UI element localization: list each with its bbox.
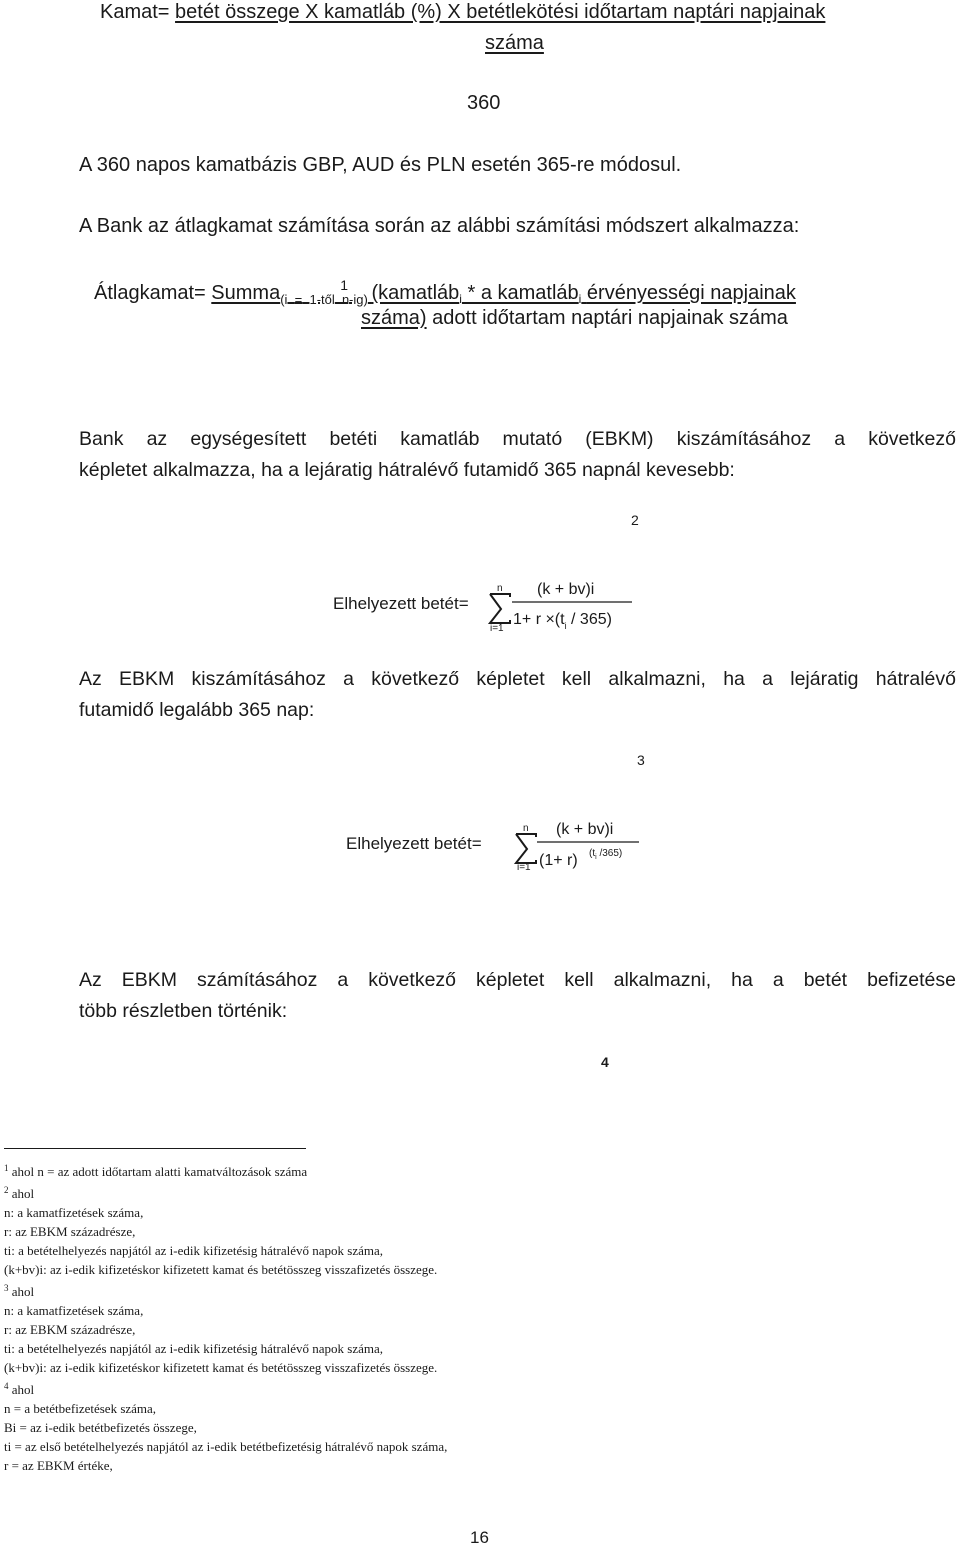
kamat-numerator-line2: száma (485, 32, 544, 54)
ebkm-installments-fn-ref: 4 (601, 1054, 609, 1070)
avg-summa-group: Summa$_{(i = 1-től n1-ig)}$ (211, 277, 368, 307)
avg-terms: (kamatláb$_i$ * a kamatláb$_i$ érvényességi napjainak (371, 282, 796, 306)
ebkm-short-text-line2: képletet alkalmazza, ha a lejáratig hátralévő futamidő 365 napnál kevesebb: (79, 459, 735, 481)
footnote-line: n = a betétbefizetések száma, (4, 1401, 157, 1416)
footnote-line: ti = az első betételhelyezés napjától az i-edik betétbefizetésig hátralévő napok száma, (4, 1439, 448, 1454)
ebkm-long-fn-ref: 3 (637, 752, 645, 768)
ebkm-short-sum-top: n (497, 583, 503, 594)
ebkm-short-sum-bottom: i=1 (490, 623, 504, 634)
ebkm-long-den-exp: ($t_i$ /365) (589, 848, 623, 861)
ebkm-long-text-line2: futamidő legalább 365 nap: (79, 699, 315, 721)
avg-prefix: Átlagkamat= (94, 282, 212, 304)
ebkm-long-sum-bottom: i=1 (517, 862, 531, 873)
footnote-line: $^3$ ahol (4, 1283, 35, 1299)
footnote-line: ti: a betételhelyezés napjától az i-edik kifizetésig hátralévő napok száma, (4, 1243, 383, 1258)
ebkm-long-text-line1: Az EBKM kiszámításához a következő képletet kell alkalmazni, ha a lejáratig hátralévő (79, 668, 956, 690)
ebkm-short-numerator: (k + bv)i (537, 581, 595, 598)
ebkm-long-sum-top: n (523, 823, 529, 834)
footnote-line: Bi = az i-edik betétbefizetés összege, (4, 1420, 197, 1435)
avg-formula-line2: száma) adott időtartam naptári napjainak száma (361, 307, 788, 329)
footnote-line: ti: a betételhelyezés napjától az i-edik kifizetésig hátralévő napok száma, (4, 1341, 383, 1356)
footnote-line: $^1$ ahol n = az adott időtartam alatti kamatváltozások száma (4, 1163, 308, 1179)
ebkm-short-formula (330, 572, 640, 636)
footnote-line: n: a kamatfizetések száma, (4, 1303, 144, 1318)
footnote-line: r: az EBKM századrésze, (4, 1224, 136, 1239)
ebkm-short-text-line1: Bank az egységesített betéti kamatláb mutató (EBKM) kiszámításához a következő (79, 428, 956, 450)
footnote-line: $^4$ ahol (4, 1381, 35, 1397)
ebkm-long-numerator: (k + bv)i (556, 821, 614, 838)
kamat-numerator-line1: betét összege X kamatláb (%) X betétlekötési időtartam naptári napjainak (175, 1, 826, 23)
footnote-line: (k+bv)i: az i-edik kifizetéskor kifizetett kamat és betétösszeg visszafizetés összege. (4, 1262, 438, 1277)
footnotes (4, 1159, 447, 1475)
ebkm-long-lhs: Elhelyezett betét= (346, 834, 482, 853)
sigma-icon (490, 594, 510, 623)
ebkm-installments-text-line1: Az EBKM számításához a következő képletet kell alkalmazni, ha a betét befizetése (79, 969, 956, 991)
footnote-separator (4, 1148, 306, 1149)
footnote-line: $^2$ ahol (4, 1185, 35, 1201)
ebkm-installments-text-line2: több részletben történik: (79, 1000, 288, 1022)
sigma-icon (516, 834, 536, 863)
kamat-formula-line1 (100, 0, 825, 27)
footnote-line: r = az EBKM értéke, (4, 1458, 113, 1473)
footnote-line: r: az EBKM századrésze, (4, 1322, 136, 1337)
ebkm-long-formula (343, 812, 653, 876)
kamat-denominator: 360 (467, 92, 501, 114)
footnote-line: n: a kamatfizetések száma, (4, 1205, 144, 1220)
ebkm-short-den-a: $1+ r \times(t_i / 365)$ (513, 611, 612, 631)
ebkm-long-den-a: (1+ r) (539, 852, 578, 869)
ebkm-short-fn-ref: 2 (631, 512, 639, 528)
page-number: 16 (470, 1528, 489, 1547)
basis-note: A 360 napos kamatbázis GBP, AUD és PLN esetén 365-re módosul. (79, 154, 682, 176)
avg-fn-ref: 1 (340, 277, 349, 293)
footnote-line: (k+bv)i: az i-edik kifizetéskor kifizetett kamat és betétösszeg visszafizetés összege. (4, 1360, 438, 1375)
kamat-prefix: Kamat= (100, 1, 176, 23)
avg-intro: A Bank az átlagkamat számítása során az alábbi számítási módszert alkalmazza: (79, 215, 800, 237)
ebkm-short-lhs: Elhelyezett betét= (333, 594, 469, 613)
